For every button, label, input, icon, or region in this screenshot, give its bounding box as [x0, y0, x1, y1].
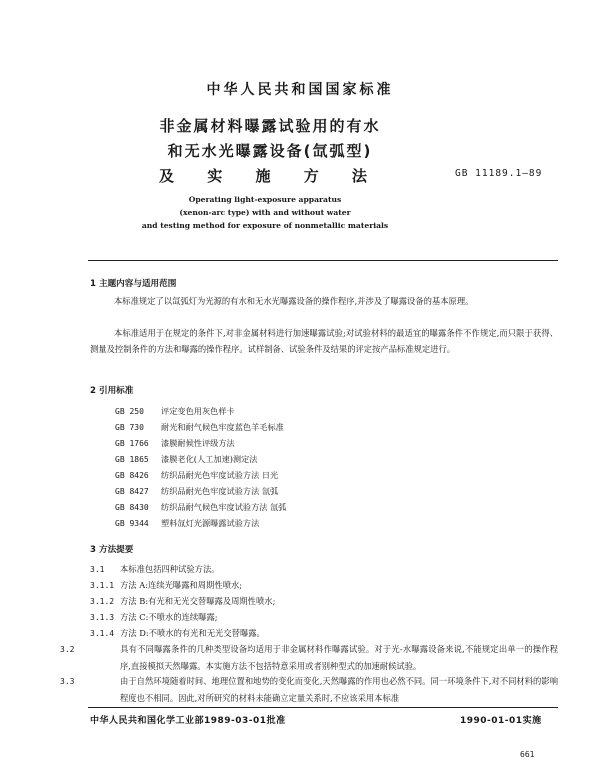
english-title-line-2: (xenon-arc type) with and without water [179, 208, 351, 217]
reference-title: 漆膜老化(人工加速)测定法 [161, 454, 258, 464]
method-item [90, 577, 558, 594]
reference-title: 塑料氙灯光源曝露试验方法 [161, 518, 260, 528]
reference-row [115, 470, 278, 481]
reference-code: GB 1865 [115, 455, 149, 464]
method-item [90, 593, 558, 610]
reference-code: GB 1766 [115, 439, 149, 448]
national-standard-heading: 中华人民共和国国家标准 [206, 82, 394, 98]
item-text: 方法 D:不喷水的有光和无光交替曝露。 [120, 628, 265, 638]
section-2-title: 2 引用标准 [90, 386, 134, 396]
section-1-paragraph-2: 本标准适用于在规定的条件下,对非金属材料进行加速曝露试验;对试验材料的最适宜的曝露条件不作规定,而只限于获得、测量及控制条件的方法和曝露的操作程序。试样制备、试验条件及结果的评定按产品标准规定进行。 [90, 328, 558, 354]
title-line-1: 非金属材料曝露试验用的有水 [159, 117, 381, 135]
reference-code: GB 250 [115, 407, 144, 416]
method-item [60, 641, 558, 674]
reference-row [115, 518, 259, 529]
item-number: 3.1.1 [90, 581, 115, 590]
reference-code: GB 8430 [115, 503, 149, 512]
reference-title: 漆膜耐候性评级方法 [161, 438, 235, 448]
method-item [60, 673, 558, 706]
footer-divider [88, 707, 558, 708]
item-text: 方法 B:有光和无光交替曝露及周期性喷水; [120, 596, 276, 606]
standard-code: GB 11189.1—89 [455, 168, 543, 179]
item-number: 3.1.2 [90, 597, 115, 606]
implementation-date: 1990-01-01实施 [460, 716, 542, 726]
method-item [90, 609, 558, 626]
reference-title: 耐光和耐气候色牢度蓝色羊毛标准 [161, 422, 284, 432]
reference-code: GB 8427 [115, 487, 149, 496]
reference-code: GB 9344 [115, 519, 149, 528]
page-number: 661 [520, 750, 535, 759]
section-3-title: 3 方法提要 [90, 545, 134, 555]
reference-row [115, 406, 235, 417]
reference-code: GB 730 [115, 423, 144, 432]
item-number: 3.1 [90, 565, 105, 574]
english-title-line-1: Operating light-exposure apparatus [188, 195, 342, 204]
item-number: 3.1.3 [90, 613, 115, 622]
reference-row [115, 486, 278, 497]
reference-row [115, 502, 286, 513]
reference-title: 评定变色用灰色样卡 [161, 406, 235, 416]
item-number: 3.2 [60, 645, 75, 654]
title-line-2: 和无水光曝露设备(氙弧型) [167, 142, 373, 160]
item-text: 具有不同曝露条件的几种类型设备均适用于非金属材料作曝露试验。对于光-水曝露设备来说,不能规定出单一的操作程序,直接模拟天然曝露。本实施方法不包括特意采用或者别种型式的加速耐候试验。 [120, 644, 558, 671]
english-title-line-3: and testing method for exposure of nonmetallic materials [141, 221, 389, 230]
header-divider [88, 260, 558, 261]
item-number: 3.1.4 [90, 629, 115, 638]
reference-row [115, 438, 235, 449]
reference-row [115, 422, 284, 433]
section-1-paragraph-1: 本标准规定了以氙弧灯为光源的有水和无水光曝露设备的操作程序,并涉及了曝露设备的基本原理。 [114, 296, 474, 306]
item-number: 3.3 [60, 677, 75, 686]
approval-text: 中华人民共和国化学工业部1989-03-01批准 [90, 716, 286, 726]
item-text: 本标准包括四种试验方法。 [120, 564, 220, 574]
item-text: 方法 C:不喷水的连续曝露; [120, 612, 218, 622]
section-1-title: 1 主题内容与适用范围 [90, 279, 177, 289]
reference-row [115, 454, 257, 465]
item-text: 由于自然环境随着时间、地理位置和地势的变化而变化,天然曝露的作用也必然不同。同一环境条件下,对不同材料的影响程度也不相同。因此,对所研究的材料未能确立定量关系时,不应该采用本标准 [120, 676, 558, 703]
item-text: 方法 A:连续光曝露和周期性喷水; [120, 580, 243, 590]
reference-title: 纺织品耐光色牢度试验方法 氙弧 [161, 486, 279, 496]
method-item [90, 561, 558, 578]
reference-code: GB 8426 [115, 471, 149, 480]
reference-title: 纺织品耐气候色牢度试验方法 氙弧 [161, 502, 287, 512]
title-line-3: 及 实 施 方 法 [159, 167, 381, 185]
reference-title: 纺织品耐光色牢度试验方法 日光 [161, 470, 279, 480]
method-item [90, 625, 558, 642]
